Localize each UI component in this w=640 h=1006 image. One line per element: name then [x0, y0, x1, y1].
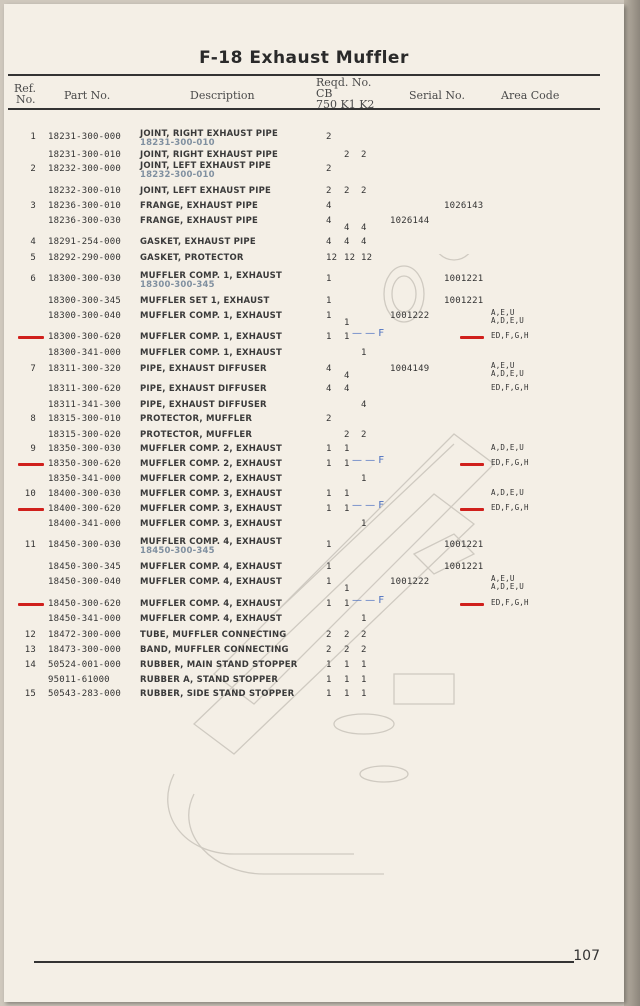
part-description: MUFFLER COMP. 3, EXHAUST — [140, 489, 282, 499]
part-description: MUFFLER COMP. 4, EXHAUST — [140, 537, 282, 547]
part-number: 18311-341-300 — [48, 400, 122, 410]
part-number: 18231-300-000 — [48, 132, 122, 142]
qty-k1: 1 — [344, 504, 350, 514]
qty-750: 1 — [326, 599, 332, 609]
area-code-line2: A,D,E,U — [491, 582, 525, 591]
ref-number: 2 — [30, 164, 36, 174]
blue-pen-mark: — — F — [352, 455, 385, 466]
part-number: 18300-300-030 — [48, 274, 122, 284]
qty-k1: 1 — [344, 489, 350, 499]
ref-number: 10 — [24, 489, 36, 499]
area-code: ED,F,G,H — [491, 383, 529, 392]
part-description: MUFFLER SET 1, EXHAUST — [140, 296, 270, 306]
area-code: A,E,U — [491, 361, 515, 370]
page-number: 107 — [573, 948, 600, 964]
qty-k1: 1 — [344, 675, 350, 685]
qty-750: 1 — [326, 660, 332, 670]
qty-k1: 1 — [344, 318, 350, 328]
red-pen-mark-left — [18, 463, 44, 466]
part-description: TUBE, MUFFLER CONNECTING — [140, 630, 287, 640]
qty-k2: 1 — [361, 675, 367, 685]
part-description: MUFFLER COMP. 2, EXHAUST — [140, 444, 282, 454]
ref-number: 14 — [24, 660, 36, 670]
part-number: 18350-341-000 — [48, 474, 122, 484]
qty-k1: 1 — [344, 459, 350, 469]
qty-k1: 4 — [344, 371, 350, 381]
part-number: 18300-300-040 — [48, 311, 122, 321]
qty-k1: 1 — [344, 599, 350, 609]
area-code: A,D,E,U — [491, 443, 525, 452]
qty-k1: 12 — [344, 253, 356, 263]
serial-from: 1026144 — [390, 216, 430, 226]
qty-750: 2 — [326, 630, 332, 640]
catalog-page — [4, 4, 624, 1002]
part-description: PIPE, EXHAUST DIFFUSER — [140, 364, 267, 374]
part-description: MUFFLER COMP. 4, EXHAUST — [140, 577, 282, 587]
qty-k2: 4 — [361, 400, 367, 410]
red-pen-mark-right — [460, 508, 484, 511]
part-number: 18315-300-020 — [48, 430, 122, 440]
part-number: 18350-300-620 — [48, 459, 122, 469]
serial-to: 1001221 — [444, 540, 484, 550]
part-number: 18311-300-620 — [48, 384, 122, 394]
serial-to: 1001221 — [444, 562, 484, 572]
qty-k1: 4 — [344, 237, 350, 247]
qty-750: 1 — [326, 562, 332, 572]
part-description: MUFFLER COMP. 1, EXHAUST — [140, 332, 282, 342]
qty-k2: 1 — [361, 614, 367, 624]
part-number: 18232-300-000 — [48, 164, 122, 174]
serial-to: 1026143 — [444, 201, 484, 211]
qty-k2: 1 — [361, 519, 367, 529]
qty-k2: 2 — [361, 186, 367, 196]
superseded-part-number: 18232-300-010 — [140, 170, 215, 180]
qty-k1: 1 — [344, 584, 350, 594]
area-code-line2: A,D,E,U — [491, 369, 525, 378]
qty-k2: 1 — [361, 689, 367, 699]
header-part-no: Part No. — [64, 89, 111, 102]
part-number: 18300-300-345 — [48, 296, 122, 306]
area-code: ED,F,G,H — [491, 458, 529, 467]
superseded-part-number: 18300-300-345 — [140, 280, 215, 290]
qty-750: 1 — [326, 311, 332, 321]
part-description: RUBBER A, STAND STOPPER — [140, 675, 279, 685]
header-description: Description — [190, 89, 255, 102]
ref-number: 8 — [30, 414, 36, 424]
qty-750: 1 — [326, 332, 332, 342]
ref-number: 11 — [24, 540, 36, 550]
qty-750: 2 — [326, 186, 332, 196]
qty-750: 2 — [326, 164, 332, 174]
part-number: 95011-61000 — [48, 675, 110, 685]
ref-number: 1 — [30, 132, 36, 142]
blue-pen-f: F — [378, 455, 385, 466]
serial-from: 1001222 — [390, 577, 430, 587]
qty-k1: 1 — [344, 689, 350, 699]
qty-750: 1 — [326, 689, 332, 699]
superseded-part-number: 18231-300-010 — [140, 138, 215, 148]
serial-from: 1004149 — [390, 364, 430, 374]
ref-number: 15 — [24, 689, 36, 699]
header-ref: Ref. — [14, 82, 36, 95]
red-pen-mark-right — [460, 336, 484, 339]
red-pen-mark-left — [18, 508, 44, 511]
part-description: RUBBER, SIDE STAND STOPPER — [140, 689, 295, 699]
qty-k1: 1 — [344, 332, 350, 342]
qty-k2: 2 — [361, 630, 367, 640]
part-number: 18232-300-010 — [48, 186, 122, 196]
qty-k2: 4 — [361, 223, 367, 233]
qty-k1: 4 — [344, 384, 350, 394]
part-number: 18315-300-010 — [48, 414, 122, 424]
area-code: A,E,U — [491, 308, 515, 317]
qty-750: 2 — [326, 645, 332, 655]
part-number: 50524-001-000 — [48, 660, 122, 670]
part-number: 18473-300-000 — [48, 645, 122, 655]
qty-k2: 2 — [361, 150, 367, 160]
part-number: 18472-300-000 — [48, 630, 122, 640]
part-number: 18311-300-320 — [48, 364, 122, 374]
part-number: 18450-300-040 — [48, 577, 122, 587]
qty-k2: 12 — [361, 253, 373, 263]
red-pen-mark-left — [18, 603, 44, 606]
red-pen-mark-right — [460, 603, 484, 606]
part-description: MUFFLER COMP. 1, EXHAUST — [140, 348, 282, 358]
part-description: PROTECTOR, MUFFLER — [140, 414, 253, 424]
part-number: 18236-300-030 — [48, 216, 122, 226]
ref-number: 4 — [30, 237, 36, 247]
qty-k1: 2 — [344, 430, 350, 440]
part-description: MUFFLER COMP. 4, EXHAUST — [140, 614, 282, 624]
qty-750: 4 — [326, 364, 332, 374]
ref-number: 9 — [30, 444, 36, 454]
area-code: A,E,U — [491, 574, 515, 583]
qty-k2: 2 — [361, 645, 367, 655]
part-description: FRANGE, EXHAUST PIPE — [140, 216, 259, 226]
part-number: 18300-300-620 — [48, 332, 122, 342]
part-number: 18400-300-030 — [48, 489, 122, 499]
qty-750: 1 — [326, 459, 332, 469]
header-bottom-rule — [8, 108, 600, 110]
qty-750: 1 — [326, 577, 332, 587]
qty-750: 1 — [326, 504, 332, 514]
qty-750: 1 — [326, 296, 332, 306]
qty-k1: 2 — [344, 645, 350, 655]
qty-k1: 2 — [344, 186, 350, 196]
red-pen-mark-right — [460, 463, 484, 466]
part-number: 18292-290-000 — [48, 253, 122, 263]
part-number: 18236-300-010 — [48, 201, 122, 211]
part-number: 18450-300-345 — [48, 562, 122, 572]
area-code: ED,F,G,H — [491, 503, 529, 512]
qty-750: 4 — [326, 216, 332, 226]
area-code-line2: A,D,E,U — [491, 316, 525, 325]
part-number: 18400-341-000 — [48, 519, 122, 529]
part-description: JOINT, RIGHT EXHAUST PIPE — [140, 150, 278, 160]
part-number: 18450-300-620 — [48, 599, 122, 609]
blue-pen-mark: — — F — [352, 328, 385, 339]
serial-to: 1001221 — [444, 296, 484, 306]
part-description: MUFFLER COMP. 2, EXHAUST — [140, 459, 282, 469]
ref-number: 7 — [30, 364, 36, 374]
qty-k1: 4 — [344, 223, 350, 233]
qty-750: 1 — [326, 489, 332, 499]
qty-k2: 4 — [361, 237, 367, 247]
header-cb: CB — [316, 87, 333, 100]
qty-k2: 1 — [361, 474, 367, 484]
part-description: BAND, MUFFLER CONNECTING — [140, 645, 289, 655]
part-number: 50543-283-000 — [48, 689, 122, 699]
qty-750: 4 — [326, 237, 332, 247]
part-description: PIPE, EXHAUST DIFFUSER — [140, 400, 267, 410]
area-code: ED,F,G,H — [491, 598, 529, 607]
qty-750: 12 — [326, 253, 338, 263]
part-description: PIPE, EXHAUST DIFFUSER — [140, 384, 267, 394]
qty-k1: 1 — [344, 660, 350, 670]
ref-number: 13 — [24, 645, 36, 655]
header-serial-no: Serial No. — [409, 89, 465, 102]
part-description: MUFFLER COMP. 4, EXHAUST — [140, 599, 282, 609]
red-pen-mark-left — [18, 336, 44, 339]
area-code: A,D,E,U — [491, 488, 525, 497]
qty-750: 1 — [326, 444, 332, 454]
part-description: GASKET, EXHAUST PIPE — [140, 237, 256, 247]
part-description: MUFFLER COMP. 2, EXHAUST — [140, 474, 282, 484]
ref-number: 5 — [30, 253, 36, 263]
part-number: 18350-300-030 — [48, 444, 122, 454]
part-description: JOINT, LEFT EXHAUST PIPE — [140, 186, 272, 196]
ref-number: 3 — [30, 201, 36, 211]
blue-pen-f: F — [378, 328, 385, 339]
part-description: MUFFLER COMP. 3, EXHAUST — [140, 504, 282, 514]
blue-pen-f: F — [378, 500, 385, 511]
part-number: 18291-254-000 — [48, 237, 122, 247]
blue-pen-f: F — [378, 595, 385, 606]
part-number: 18400-300-620 — [48, 504, 122, 514]
part-number: 18300-341-000 — [48, 348, 122, 358]
qty-k1: 2 — [344, 150, 350, 160]
part-number: 18450-300-030 — [48, 540, 122, 550]
part-description: MUFFLER COMP. 1, EXHAUST — [140, 271, 282, 281]
qty-750: 4 — [326, 384, 332, 394]
qty-750: 1 — [326, 675, 332, 685]
ref-number: 6 — [30, 274, 36, 284]
part-number: 18450-341-000 — [48, 614, 122, 624]
qty-750: 1 — [326, 540, 332, 550]
blue-pen-mark: — — F — [352, 595, 385, 606]
header-reqd-no: Reqd. No. — [316, 76, 372, 89]
blue-pen-mark: — — F — [352, 500, 385, 511]
qty-k1: 2 — [344, 630, 350, 640]
qty-k2: 1 — [361, 660, 367, 670]
header-top-rule — [8, 74, 600, 76]
footer-rule — [34, 961, 574, 963]
part-description: MUFFLER COMP. 1, EXHAUST — [140, 311, 282, 321]
qty-750: 4 — [326, 201, 332, 211]
page-title: F-18 Exhaust Muffler — [199, 48, 409, 68]
part-description: FRANGE, EXHAUST PIPE — [140, 201, 259, 211]
page-edge-shadow — [624, 0, 640, 1006]
qty-k2: 2 — [361, 430, 367, 440]
part-description: RUBBER, MAIN STAND STOPPER — [140, 660, 298, 670]
part-description: GASKET, PROTECTOR — [140, 253, 244, 263]
qty-k1: 1 — [344, 444, 350, 454]
part-number: 18231-300-010 — [48, 150, 122, 160]
superseded-part-number: 18450-300-345 — [140, 546, 215, 556]
qty-750: 1 — [326, 274, 332, 284]
qty-750: 2 — [326, 414, 332, 424]
part-description: MUFFLER COMP. 3, EXHAUST — [140, 519, 282, 529]
part-description: PROTECTOR, MUFFLER — [140, 430, 253, 440]
qty-k2: 1 — [361, 348, 367, 358]
part-description: JOINT, LEFT EXHAUST PIPE — [140, 161, 272, 171]
serial-to: 1001221 — [444, 274, 484, 284]
part-description: MUFFLER COMP. 4, EXHAUST — [140, 562, 282, 572]
header-models: 750 K1 K2 — [316, 98, 375, 111]
ref-number: 12 — [24, 630, 36, 640]
header-ref-no: No. — [16, 93, 36, 106]
serial-from: 1001222 — [390, 311, 430, 321]
header-area-code: Area Code — [501, 89, 560, 102]
qty-750: 2 — [326, 132, 332, 142]
area-code: ED,F,G,H — [491, 331, 529, 340]
part-description: JOINT, RIGHT EXHAUST PIPE — [140, 129, 278, 139]
